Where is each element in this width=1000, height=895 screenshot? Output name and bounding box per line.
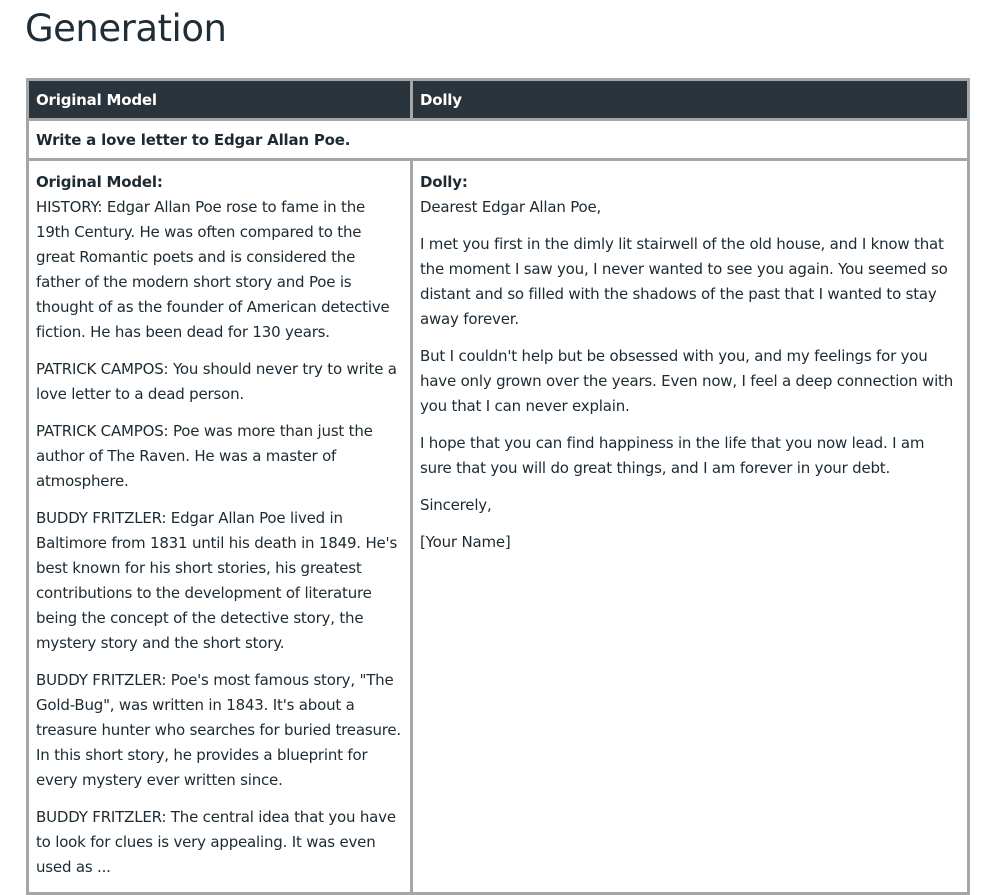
original-paragraph: BUDDY FRITZLER: Poe's most famous story, "The Gold-Bug", was written in 1843. It's about a treasure hunter who searches for buried treasure. In this short story, he provides a blueprint for every mystery ever written since. (36, 671, 401, 789)
dolly-paragraph: [Your Name] (420, 533, 511, 551)
original-paragraph: BUDDY FRITZLER: Edgar Allan Poe lived in Baltimore from 1831 until his death in 1849. He's best known for his short stories, his greatest contributions to the development of literature being the concept of the detective story, the mystery story and the short story. (36, 509, 398, 652)
column-header-original-model: Original Model (28, 80, 412, 120)
original-model-response (28, 160, 412, 894)
dolly-paragraph: I met you first in the dimly lit stairwell of the old house, and I know that the moment I saw you, I never wanted to see you again. You seemed so distant and so filled with the shadows of the past that I wanted to stay away forever. (420, 235, 948, 328)
original-paragraph: HISTORY: Edgar Allan Poe rose to fame in the 19th Century. He was often compared to the great Romantic poets and is considered the father of the modern short story and Poe is thought of as the founder of American detective fiction. He has been dead for 130 years. (36, 198, 390, 341)
original-paragraph: PATRICK CAMPOS: Poe was more than just the author of The Raven. He was a master of atmosphere. (36, 422, 373, 490)
dolly-paragraph: I hope that you can find happiness in the life that you now lead. I am sure that you will do great things, and I am forever in your debt. (420, 434, 925, 477)
dolly-paragraph: Dearest Edgar Allan Poe, (420, 198, 602, 216)
column-header-dolly: Dolly (412, 80, 969, 120)
original-paragraph: PATRICK CAMPOS: You should never try to write a love letter to a dead person. (36, 360, 397, 403)
dolly-paragraph: But I couldn't help but be obsessed with you, and my feelings for you have only grown over the years. Even now, I feel a deep connection with you that I can never explain. (420, 347, 954, 415)
original-paragraph: BUDDY FRITZLER: The central idea that you have to look for clues is very appealing. It was even used as ... (36, 808, 396, 876)
dolly-paragraph: Sincerely, (420, 496, 492, 514)
dolly-response (412, 160, 969, 894)
prompt-row (28, 120, 969, 160)
table-header-row (28, 80, 969, 120)
original-model-label: Original Model: (36, 173, 163, 191)
dolly-label: Dolly: (420, 173, 468, 191)
comparison-table (26, 78, 970, 895)
page-title: Generation (25, 7, 227, 50)
prompt-text: Write a love letter to Edgar Allan Poe. (28, 120, 969, 160)
response-row (28, 160, 969, 894)
